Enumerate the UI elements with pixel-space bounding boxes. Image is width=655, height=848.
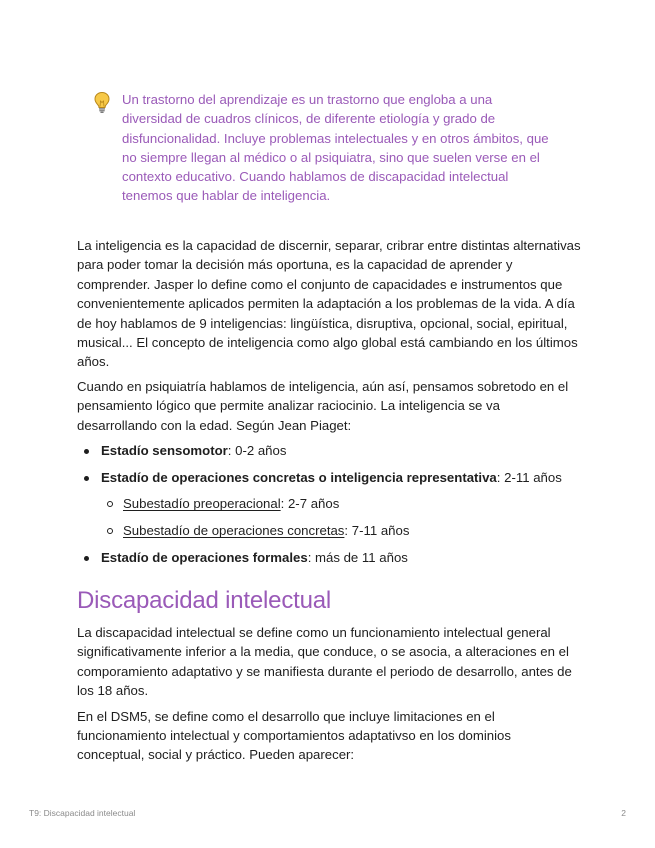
list-item [101, 521, 582, 540]
lightbulb-icon [92, 90, 112, 114]
callout-text: Un trastorno del aprendizaje es un trastorno que engloba a una diversidad de cuadros clínicos, de diferente etiología y grado de disfuncionalidad. Incluye problemas intelectuales y en otros ámbitos, que no siempre llegan al médico o al psiquiatra, sino que suelen verse en el contexto educativo. Cuando hablamos de discapacidad intelectual tenemos que hablar de inteligencia. [122, 92, 549, 204]
stage-name: Estadío sensomotor [101, 443, 228, 459]
paragraph-piaget: Cuando en psiquiatría hablamos de inteligencia, aún así, pensamos sobretodo en el pensamiento lógico que permite analizar raciocinio. La inteligencia se va desarrollando con la edad. Según Jean Piaget: [77, 378, 569, 433]
stage-range: : 2-7 años [280, 496, 340, 512]
substage-link[interactable]: Subestadío de operaciones concretas [123, 523, 345, 539]
section-heading: Discapacidad intelectual [77, 586, 332, 614]
piaget-stages-list [77, 441, 582, 568]
main-content [77, 236, 582, 771]
substages-list [101, 494, 582, 540]
list-item [101, 494, 582, 513]
stage-name: Estadío de operaciones concretas o inteligencia representativa [101, 470, 497, 486]
callout-box [92, 90, 552, 206]
list-item [77, 548, 582, 567]
list-item [77, 468, 582, 541]
stage-range: : 0-2 años [227, 443, 287, 459]
page-number: 2 [621, 808, 626, 818]
paragraph-intelligence: La inteligencia es la capacidad de discernir, separar, cribrar entre distintas alternativas para poder tomar la decisión más oportuna, es la capacidad de aprender y comprender. Jasper lo define como el conjunto de capacidades e instrumentos que convenientemente aplicados permiten la adaptación a los problemas de la vida. A día de hoy hablamos de 9 inteligencias: lingüística, disruptiva, opcional, social, epiritual, musical... El concepto de inteligencia como algo global está cambiando en los últimos años. [77, 238, 581, 370]
stage-range: : más de 11 años [307, 550, 408, 566]
footer-title: T9: Discapacidad intelectual [29, 808, 136, 818]
list-item [77, 441, 582, 460]
paragraph-definition: La discapacidad intelectual se define como un funcionamiento intelectual general significativamente inferior a la media, que conduce, o se asocia, a alteraciones en el comporamiento adaptativo y se manifiesta durante el periodo de desarrollo, antes de los 18 años. [77, 624, 572, 699]
substage-link[interactable]: Subestadío preoperacional [123, 496, 281, 512]
stage-range: : 2-11 años [496, 470, 562, 486]
stage-range: : 7-11 años [344, 523, 410, 539]
stage-name: Estadío de operaciones formales [101, 550, 308, 566]
paragraph-dsm5: En el DSM5, se define como el desarrollo que incluye limitaciones en el funcionamiento intelectual y comportamientos adaptativso en los dominios conceptual, social y práctico. Pueden aparecer: [77, 708, 511, 763]
